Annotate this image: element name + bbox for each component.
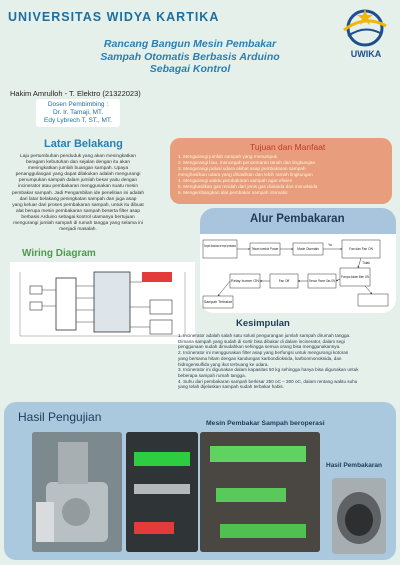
title-line-2: Sampah Otomatis Berbasis Arduino: [100, 50, 280, 63]
lb-line: yang keluar dari proses pembakaran sampah, untuk itu dibuat: [12, 202, 144, 208]
tujuan-title: Tujuan dan Manfaat: [250, 142, 326, 152]
alur-title: Alur Pembakaran: [250, 213, 345, 225]
hasil-subtitle-burn: Hasil Pembakaran: [326, 462, 383, 469]
lb-line: mengurangi jumlah sampah di rumah tangga yang selama ini: [13, 221, 143, 227]
kesimpulan-item: yang bersama hitam dengan kandungan karbondioksida, karbonmonoksida, dan: [178, 355, 342, 361]
kesimpulan-item: 2. Incinerator ini menggunakan filter asap yang berfungsi untuk mengurangi kotoran: [178, 350, 349, 356]
latar-belakang-text: [8, 154, 148, 233]
kesimpulan-list: [178, 333, 393, 390]
tujuan-item: menghasilkan udara yang dihasilkan dan lebih ramah lingkungan: [178, 172, 313, 177]
kesimpulan-item: beberapa sampah rumah tangga.: [178, 372, 246, 378]
burn-result-photo: [332, 478, 386, 554]
tujuan-list: [178, 154, 388, 196]
university-name: UNIVERSITAS WIDYA KARTIKA: [8, 10, 220, 24]
lcd-display-photo: [200, 432, 320, 552]
lb-line: berbasis Arduino sebagai kontrol utamanya bertujuan: [21, 214, 135, 220]
kesimpulan-item: Dimana sampah yang sudah di sortir bisa dibakar di dalam incinerator, dalam segi: [178, 338, 345, 344]
control-panel-photo: [126, 432, 198, 552]
tujuan-item: 6. Mengembangkan alat pembakar sampah otomatis: [178, 190, 288, 195]
flow-label-ya: Ya: [328, 243, 332, 247]
lb-line: alat berupa mesin pembakaran sampah beserta filter asap: [16, 208, 140, 214]
wiring-diagram-title: Wiring Diagram: [22, 248, 96, 259]
tujuan-item: 3. Mengurangi polusi udara akibat asap pembakaran sampah: [178, 166, 306, 171]
kesimpulan-item: yang telah dijelaskan sampah sudah terbakar habis.: [178, 384, 284, 390]
flow-node-sensor-flame: Sensor Flame Gas ON: [309, 279, 336, 283]
author-line: Hakim Amrulloh - T. Elektro (21322023): [10, 89, 141, 98]
lb-line: meningkatkan jumlah buangan sampah. Upaya: [27, 166, 129, 172]
advisor-box: [36, 99, 120, 127]
lb-line: incinerator atau pembakaran menggunakan suatu mesin: [18, 184, 138, 190]
kesimpulan-item: hidrogensulfida yang ikut terbuang ke udara.: [178, 361, 269, 367]
incinerator-photo: [32, 432, 122, 552]
latar-belakang-title: Latar Belakang: [44, 138, 123, 150]
flow-node-sampah-terbakar: Sampah Terbakar: [204, 300, 234, 304]
flow-node-mode-otomatis: Mode Otomatis: [297, 247, 319, 251]
kesimpulan-item: 3. Incinerator ini digunakan dalam kapasitas 50 kg sehingga hanya bisa digunakan untuk: [178, 367, 359, 373]
title-line-1: Rancang Bangun Mesin Pembakar: [103, 38, 277, 50]
kesimpulan-item: penggunaan sudah dimudahkan sehingga semua orang bisa menggunakannya.: [178, 344, 341, 350]
flow-label-tidak: Tidak: [362, 261, 370, 265]
lb-line: dari latar belakang peningkatan sampah dan juga asap: [19, 196, 137, 202]
advisor-name-2: Edy Lybrech T, ST., MT.: [44, 117, 112, 124]
flow-node-relay: Relay burner ON: [231, 279, 260, 283]
logo-text: UWIKA: [350, 49, 382, 59]
lb-line: menjadi masalah.: [59, 227, 97, 233]
advisor-name-1: Dr. Ir. Tamaji, MT.: [52, 109, 104, 116]
wiring-diagram-image: [10, 262, 195, 344]
lb-line: Laju pertumbuhan penduduk yang akan meningkatkan: [20, 154, 136, 159]
tujuan-item: 5. Menghasilkan gas rendah dari jenis gas dioksida dan monoksida: [178, 184, 318, 189]
tujuan-item: 2. Mengurangi bau, mencegah pencemaran tanah dan lingkungan: [178, 160, 316, 165]
flow-node-sampah-masuk: Sampah dimasukkan ke tempat pembakaran: [204, 244, 237, 248]
lb-line: penumpukan sampah dalam jumlah besar yaitu dengan: [18, 178, 138, 184]
poster-title: [40, 38, 340, 76]
flow-node-fan-off: Fan Off: [278, 279, 290, 283]
kesimpulan-item: 1. Incinerator adalah salah satu solusi pengurangan jumlah sampah dirumah tangga.: [178, 333, 351, 338]
tujuan-item: 4. Mengurangi waktu pembakaran sampah agar efisien: [178, 178, 293, 183]
flowchart: [200, 234, 396, 313]
flow-node-pompa: Pompa dalam filter ON: [341, 275, 370, 279]
lb-line: beragam kebutuhan dan sejalan dengan itu akan: [25, 160, 130, 166]
kesimpulan-title: Kesimpulan: [236, 318, 290, 329]
kesimpulan-item: 4. Suhu dari pembakaran sampah berkisar 250 oC – 300 oC, dalam rentang waktu suhu: [178, 378, 358, 384]
lb-line: penanggulangan yang dapat dilakukan adalah mengurangi: [15, 172, 141, 178]
tujuan-item: 1. Mengurangi jumlah sampah yang menumpuk: [178, 154, 278, 159]
hasil-title: Hasil Pengujian: [18, 410, 102, 424]
hasil-subtitle-machine: Mesin Pembakar Sampah beroperasi: [206, 420, 325, 427]
flow-node-tombol-power: Tekan tombol Power: [251, 247, 280, 251]
title-line-3: Sebagai Kontrol: [149, 63, 231, 75]
flow-node-fan-on: Fan dan Fan ON: [349, 247, 373, 251]
lb-line: pembakar sampah. Jadi Pengambilan ide penelitian ini adalah: [11, 190, 144, 196]
advisor-label: Dosen Pembimbing :: [47, 101, 109, 108]
